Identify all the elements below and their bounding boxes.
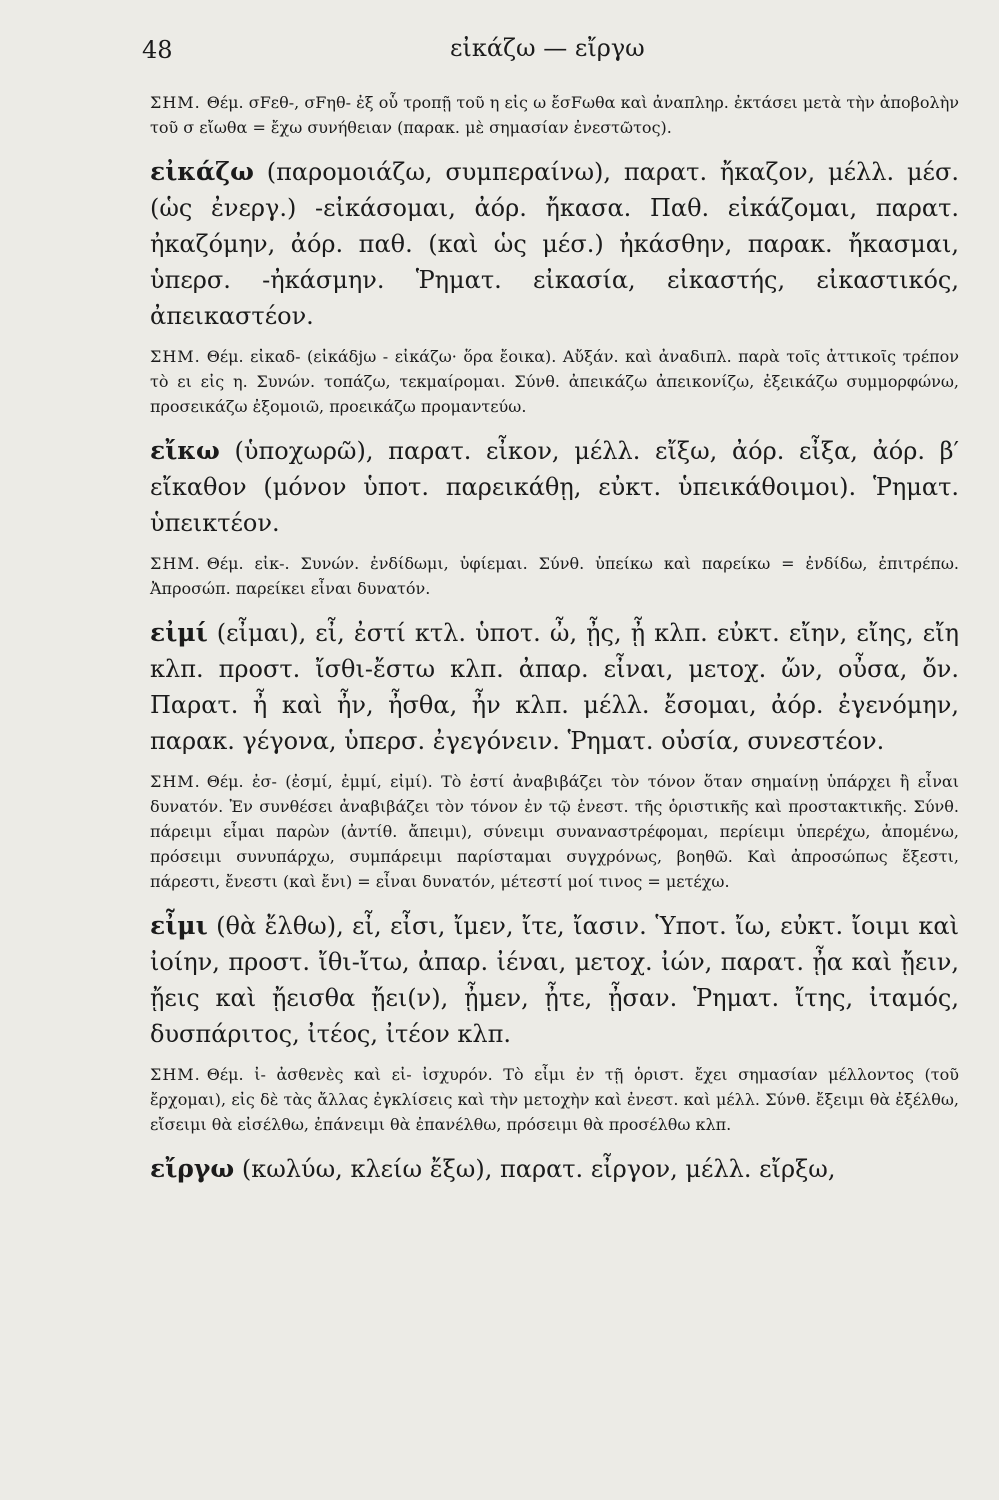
dictionary-entry [150,1151,959,1187]
note-block [150,551,959,601]
note-label: ΣΗΜ. [150,1065,201,1084]
entry-lemma: εἰμί [150,618,208,647]
dictionary-entry [150,433,959,541]
entry-text: (κωλύω, κλείω ἔξω), παρατ. εἶργον, μέλλ. εἴρξω, [241,1155,836,1183]
dictionary-entry [150,615,959,759]
entry-lemma: εἶμι [150,911,208,940]
note-label: ΣΗΜ. [150,554,201,573]
note-label: ΣΗΜ. [150,772,201,791]
entry-text: (ὑποχωρῶ), παρατ. εἶκον, μέλλ. εἴξω, ἀόρ. εἶξα, ἀόρ. β′ εἴκαθον (μόνον ὑποτ. παρεικάθῃ, εὐκτ. ὑπεικάθοιμοι). Ῥηματ. ὑπεικτέον. [150,437,959,537]
note-text: Θέμ. ἐσ- (ἐσμί, ἐμμί, εἰμί). Τὸ ἐστί ἀναβιβάζει τὸν τόνον ὅταν σημαίνῃ ὑπάρχει ἢ εἶναι δυνατόν. Ἐν συνθέσει ἀναβιβάζει τὸν τόνον ἐν τῷ ἐνεστ. τῆς ὁριστικῆς καὶ προστακτικῆς. Σύνθ. πάρειμι εἶμαι παρὼν (ἀντίθ. ἄπειμι), σύνειμι συναναστρέφομαι, περίειμι ὑπερέχω, ἀπομένω, πρόσειμι συνυπάρχω, συμπάρειμι παρίσταμαι συγχρόνως, βοηθῶ. Καὶ ἀπροσώπως ἔξεστι, πάρεστι, ἔνεστι (καὶ ἔνι) = εἶναι δυνατόν, μέτεστί μοί τινος = μετέχω. [150,772,959,891]
entry-text: (θὰ ἔλθω), εἶ, εἶσι, ἴμεν, ἴτε, ἴασιν. Ὑποτ. ἴω, εὐκτ. ἴοιμι καὶ ἰοίην, προστ. ἴθι-ἴτω, ἀπαρ. ἰέναι, μετοχ. ἰών, παρατ. ᾖα καὶ ᾔειν, ᾔεις καὶ ᾔεισθα ᾔει(ν), ᾖμεν, ᾖτε, ᾖσαν. Ῥηματ. ἴτης, ἰταμός, δυσπάριτος, ἰτέος, ἰτέον κλπ. [150,912,959,1048]
entry-lemma: εἴκω [150,436,220,465]
page-number: 48 [142,36,173,64]
note-block [150,90,959,140]
note-label: ΣΗΜ. [150,347,201,366]
note-text: Θέμ. εἰκ-. Συνών. ἐνδίδωμι, ὑφίεμαι. Σύνθ. ὑπείκω καὶ παρείκω = ἐνδίδω, ἐπιτρέπω. Ἀπροσώπ. παρείκει εἶναι δυνατόν. [150,554,959,598]
note-text: Θέμ. ἰ- ἀσθενὲς καὶ εἰ- ἰσχυρόν. Τὸ εἶμι ἐν τῇ ὁριστ. ἔχει σημασίαν μέλλοντος (τοῦ ἔρχομαι), εἰς δὲ τὰς ἄλλας ἐγκλίσεις καὶ τὴν μετοχὴν καὶ ἐνεστ. καὶ μέλλ. Σύνθ. ἔξειμι θὰ ἐξέλθω, εἴσειμι θὰ εἰσέλθω, ἐπάνειμι θὰ ἐπανέλθω, πρόσειμι θὰ προσέλθω κλπ. [150,1065,959,1134]
entry-lemma: εἰκάζω [150,157,254,186]
note-text: Θέμ. σFεθ-, σFηθ- ἐξ οὗ τροπῇ τοῦ η εἰς ω ἔσFωθα καὶ ἀναπληρ. ἐκτάσει μετὰ τὴν ἀποβολὴν τοῦ σ εἴωθα = ἔχω συνήθειαν (παρακ. μὲ σημασίαν ἐνεστῶτος). [150,93,959,137]
entry-text: (εἶμαι), εἶ, ἐστί κτλ. ὑποτ. ὦ, ᾖς, ᾖ κλπ. εὐκτ. εἴην, εἴης, εἴη κλπ. προστ. ἴσθι-ἔστω κλπ. ἀπαρ. εἶναι, μετοχ. ὤν, οὖσα, ὄν. Παρατ. ἦ καὶ ἦν, ἦσθα, ἦν κλπ. μέλλ. ἔσομαι, ἀόρ. ἐγενόμην, παρακ. γέγονα, ὑπερσ. ἐγεγόνειν. Ῥηματ. οὐσία, συνεστέον. [150,619,959,755]
page-header [142,30,959,80]
note-label: ΣΗΜ. [150,93,201,112]
note-text: Θέμ. εἰκαδ- (εἰκάδjω - εἰκάζω· ὅρα ἔοικα). Αὔξάν. καὶ ἀναδιπλ. παρὰ τοῖς ἀττικοῖς τρέπον τὸ ει εἰς η. Συνών. τοπάζω, τεκμαίρομαι. Σύνθ. ἀπεικάζω ἀπεικονίζω, ἐξεικάζω συμμορφώνω, προσεικάζω ἐξομοιῶ, προεικάζω προμαντεύω. [150,347,959,416]
note-block [150,344,959,419]
dictionary-entry [150,154,959,334]
running-head: εἰκάζω — εἴργω [450,34,645,62]
dictionary-entry [150,908,959,1052]
entry-lemma: εἴργω [150,1154,235,1183]
note-block [150,1062,959,1137]
entry-text: (παρομοιάζω, συμπεραίνω), παρατ. ἤκαζον, μέλλ. μέσ. (ὡς ἐνεργ.) -εἰκάσομαι, ἀόρ. ἤκασα. Παθ. εἰκάζομαι, παρατ. ἠκαζόμην, ἀόρ. παθ. (καὶ ὡς μέσ.) ἠκάσθην, παρακ. ἤκασμαι, ὑπερσ. -ἠκάσμην. Ῥηματ. εἰκασία, εἰκαστής, εἰκαστικός, ἀπεικαστέον. [150,158,959,330]
note-block [150,769,959,894]
